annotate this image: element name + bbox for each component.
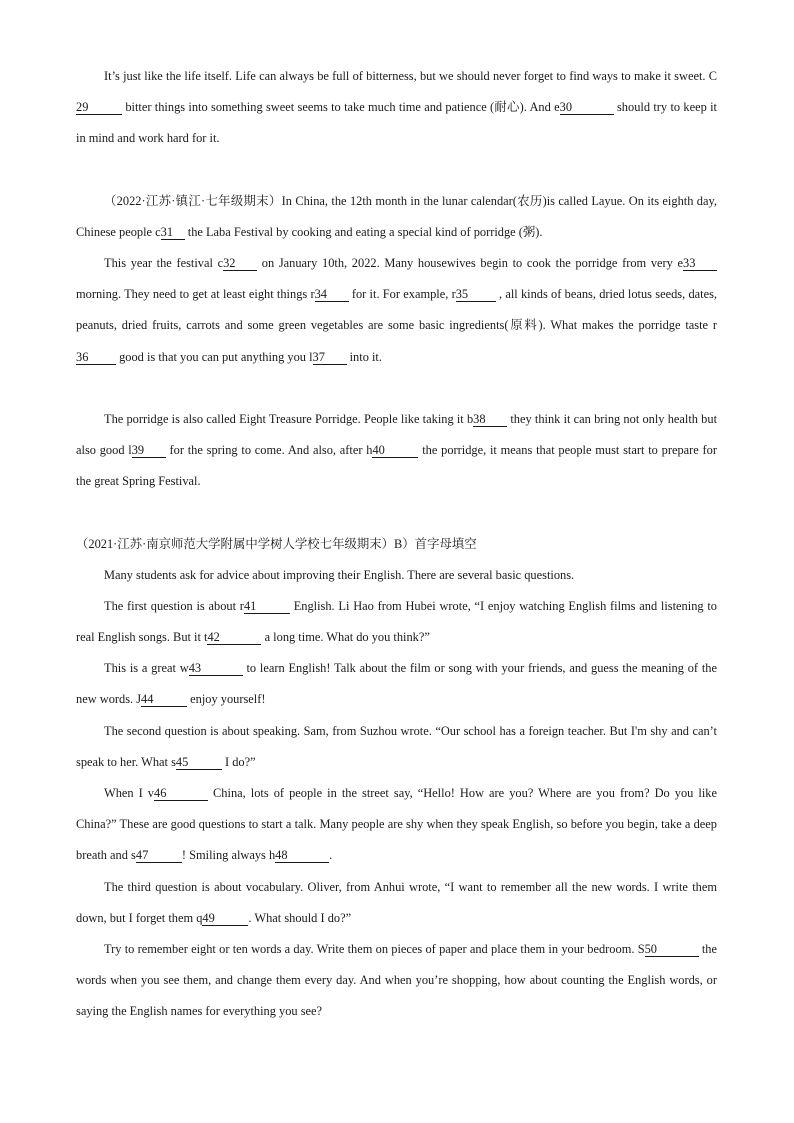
passage3-heading: （2021·江苏·南京师范大学附属中学树人学校七年级期末）B）首字母填空	[76, 537, 477, 551]
blank-50[interactable]: 50	[645, 942, 699, 957]
text-segment: It’s just like the life itself. Life can always be full of bitterness, but we should never forget to find ways to make it sweet. C	[104, 69, 717, 83]
text-segment: morning. They need to get at least eight things r	[76, 287, 315, 302]
text-segment: The third question is about vocabulary. Oliver, from Anhui wrote, “I want to remember all the new words. I write them down, but I forget them q	[76, 880, 717, 926]
passage3-paragraph-5	[76, 778, 717, 872]
blank-34[interactable]: 34	[315, 287, 349, 302]
text-segment: In China, the 12th month in the lunar calendar(农历)is called Layue. On its eighth day, Chinese people c	[76, 194, 717, 240]
text-segment: , all kinds of beans, dried lotus seeds, dates, peanuts, dried fruits, carrots and some green vegetables are some basic ingredients(原料). What makes the porridge taste r	[76, 287, 717, 333]
text-segment: bitter things into something sweet seems to take much time and patience (耐心). And e	[122, 100, 560, 115]
blank-37[interactable]: 37	[313, 350, 347, 365]
passage3-paragraph-1: Many students ask for advice about improving their English. There are several basic questions.	[104, 568, 575, 582]
blank-39[interactable]: 39	[132, 443, 166, 458]
text-segment: The first question is about r	[104, 599, 244, 613]
text-segment: I do?”	[221, 755, 256, 770]
text-segment: China, lots of people in the street say, “Hello! How are you? Where are you from? Do you like China?” These are good questions to start a talk. Many people are shy when they speak English, so before you begin, take a deep breath and s	[76, 786, 717, 863]
blank-30[interactable]: 30	[560, 100, 614, 115]
text-segment: the words when you see them, and change them every day. And when you’re shopping, how about counting the English words, or saying the English names for everything you see?	[76, 942, 717, 1019]
text-segment: should try to keep it in mind and work hard for it.	[76, 100, 717, 146]
text-segment: Try to remember eight or ten words a day. Write them on pieces of paper and place them in your bedroom. S	[104, 942, 645, 956]
blank-48[interactable]: 48	[275, 848, 329, 863]
passage2-paragraph-2	[76, 248, 717, 373]
passage2-intro-paragraph	[76, 186, 717, 248]
blank-41[interactable]: 41	[244, 599, 290, 614]
text-segment: for the spring to come. And also, after h	[165, 443, 373, 458]
passage3-paragraph-4	[76, 716, 717, 778]
blank-40[interactable]: 40	[372, 443, 418, 458]
text-segment: The porridge is also called Eight Treasure Porridge. People like taking it b	[104, 412, 474, 426]
passage3-paragraph-2	[76, 591, 717, 653]
blank-44[interactable]: 44	[141, 692, 187, 707]
blank-32[interactable]: 32	[223, 256, 257, 271]
passage1-paragraph	[76, 61, 717, 155]
blank-49[interactable]: 49	[202, 911, 248, 926]
blank-42[interactable]: 42	[207, 630, 261, 645]
text-segment: .	[329, 848, 333, 863]
blank-33[interactable]: 33	[683, 256, 717, 271]
passage2-paragraph-3	[76, 404, 717, 498]
text-segment: . What should I do?”	[248, 911, 352, 926]
text-segment: This year the festival c	[104, 256, 224, 270]
text-segment: they think it can bring not only health but also good l	[76, 412, 718, 458]
passage3-paragraph-6	[76, 872, 717, 934]
text-segment: to learn English! Talk about the film or song with your friends, and guess the meaning of the new words. J	[76, 661, 717, 707]
text-segment: English. Li Hao from Hubei wrote, “I enjoy watching English films and listening to real English songs. But it t	[76, 599, 717, 645]
blank-35[interactable]: 35	[456, 287, 496, 302]
passage3-paragraph-7	[76, 934, 717, 1028]
text-segment: The second question is about speaking. Sam, from Suzhou wrote. “Our school has a foreign teacher. But I'm shy and can’t speak to her. What s	[76, 724, 717, 770]
blank-36[interactable]: 36	[76, 350, 116, 365]
question-source: （2022·江苏·镇江·七年级期末）	[104, 194, 282, 208]
text-segment: When I v	[104, 786, 154, 800]
blank-47[interactable]: 47	[136, 848, 182, 863]
blank-31[interactable]: 31	[161, 225, 185, 240]
blank-29[interactable]: 29	[76, 100, 122, 115]
text-segment: the porridge, it means that people must start to prepare for the great Spring Festival.	[76, 443, 717, 489]
blank-38[interactable]: 38	[473, 412, 507, 427]
text-segment: ! Smiling always h	[181, 848, 276, 863]
text-segment: into it.	[346, 349, 382, 364]
text-segment: the Laba Festival by cooking and eating a special kind of porridge (粥).	[184, 225, 543, 240]
text-segment: for it. For example, r	[348, 287, 456, 302]
text-segment: This is a great w	[104, 661, 189, 675]
passage3-paragraph-3	[76, 653, 717, 715]
text-segment: on January 10th, 2022. Many housewives begin to cook the porridge from very e	[257, 256, 683, 270]
text-segment: a long time. What do you think?”	[261, 630, 430, 645]
text-segment: enjoy yourself!	[187, 692, 266, 707]
text-segment: good is that you can put anything you l	[116, 349, 313, 364]
blank-43[interactable]: 43	[189, 661, 243, 676]
blank-46[interactable]: 46	[154, 786, 208, 801]
blank-45[interactable]: 45	[176, 755, 222, 770]
